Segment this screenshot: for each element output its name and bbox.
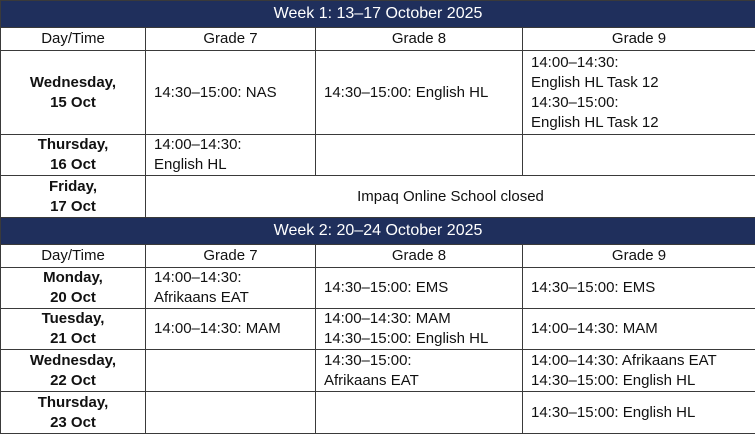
header-grade-8: Grade 8 (316, 245, 523, 268)
table-row (1, 135, 755, 176)
grade-8-cell (316, 309, 523, 350)
column-header-row (1, 28, 755, 51)
day-name: Wednesday, (29, 351, 117, 369)
day-cell (1, 309, 146, 350)
day-date: 20 Oct (50, 289, 96, 306)
day-cell (1, 51, 146, 135)
day-name: Thursday, (37, 136, 109, 153)
grade-8-cell (316, 51, 523, 135)
grade-8-cell (316, 135, 523, 176)
slot-text: 14:00–14:30: (531, 53, 619, 71)
grade-8-cell (316, 392, 523, 434)
day-name: Monday, (43, 269, 103, 286)
day-name: Tuesday, (41, 310, 105, 327)
day-name: Wednesday, (29, 73, 117, 91)
slot-text: 14:30–15:00: EMS (531, 279, 656, 296)
grade-9-cell (523, 135, 755, 176)
slot-text: English HL Task 12 (531, 73, 659, 91)
day-date: 16 Oct (50, 156, 96, 173)
slot-text: English HL (154, 156, 227, 173)
slot-text: 14:00–14:30: MAM (531, 320, 658, 337)
grade-8-cell (316, 268, 523, 309)
slot-text: 14:30–15:00: (324, 351, 412, 369)
grade-9-cell (523, 51, 755, 135)
grade-9-cell (523, 350, 755, 392)
slot-text: English HL Task 12 (531, 113, 659, 131)
header-grade-7: Grade 7 (146, 28, 316, 51)
table-row (1, 51, 755, 135)
day-date: 23 Oct (50, 413, 96, 431)
day-cell (1, 268, 146, 309)
grade-8-cell (316, 350, 523, 392)
day-name: Thursday, (37, 393, 109, 411)
week-header-row (1, 218, 755, 245)
slot-text: 14:00–14:30: (154, 136, 242, 153)
grade-7-cell (146, 51, 316, 135)
slot-text: 14:30–15:00: NAS (154, 83, 277, 101)
slot-text: 14:00–14:30: MAM (324, 310, 451, 327)
table-row (1, 350, 755, 392)
week-1-title: Week 1: 13–17 October 2025 (1, 1, 755, 28)
day-name: Friday, (48, 177, 98, 195)
grade-7-cell (146, 392, 316, 434)
grade-9-cell (523, 392, 755, 434)
day-cell (1, 350, 146, 392)
grade-7-cell (146, 309, 316, 350)
slot-text: 14:30–15:00: English HL (531, 403, 696, 421)
slot-text: 14:30–15:00: (531, 93, 619, 111)
week-2-title: Week 2: 20–24 October 2025 (1, 218, 755, 245)
header-day-time: Day/Time (1, 28, 146, 51)
header-grade-9: Grade 9 (523, 28, 755, 51)
day-cell (1, 392, 146, 434)
table-row (1, 176, 755, 218)
day-cell (1, 135, 146, 176)
slot-text: 14:00–14:30: MAM (154, 320, 281, 337)
slot-text: 14:30–15:00: EMS (324, 279, 449, 296)
closed-notice: Impaq Online School closed (146, 176, 755, 218)
slot-text: Afrikaans EAT (154, 289, 249, 306)
week-header-row (1, 1, 755, 28)
grade-7-cell (146, 135, 316, 176)
slot-text: 14:00–14:30: (154, 269, 242, 286)
grade-9-cell (523, 268, 755, 309)
day-date: 15 Oct (50, 93, 96, 111)
slot-text: Afrikaans EAT (324, 371, 419, 389)
grade-7-cell (146, 350, 316, 392)
header-day-time: Day/Time (1, 245, 146, 268)
header-grade-9: Grade 9 (523, 245, 755, 268)
grade-7-cell (146, 268, 316, 309)
day-date: 21 Oct (50, 330, 96, 347)
day-date: 17 Oct (50, 197, 96, 215)
day-cell (1, 176, 146, 218)
table-row (1, 392, 755, 434)
slot-text: 14:30–15:00: English HL (324, 83, 489, 101)
table-row (1, 309, 755, 350)
column-header-row (1, 245, 755, 268)
slot-text: 14:30–15:00: English HL (324, 330, 489, 347)
grade-9-cell (523, 309, 755, 350)
slot-text: 14:30–15:00: English HL (531, 371, 696, 389)
day-date: 22 Oct (50, 371, 96, 389)
header-grade-7: Grade 7 (146, 245, 316, 268)
slot-text: 14:00–14:30: Afrikaans EAT (531, 351, 717, 369)
table-row (1, 268, 755, 309)
header-grade-8: Grade 8 (316, 28, 523, 51)
